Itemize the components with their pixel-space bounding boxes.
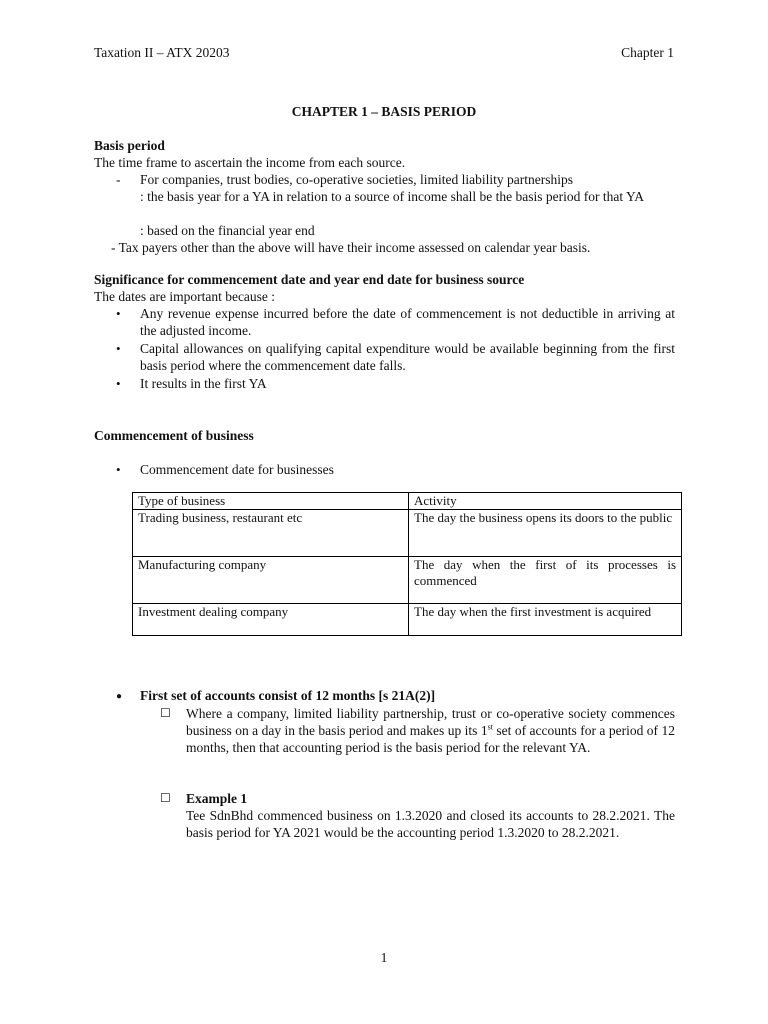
bullet-icon: • bbox=[116, 341, 121, 356]
basis-period-dash-item: For companies, trust bodies, co-operative societies, limited liability partnerships bbox=[140, 172, 574, 187]
page-number: 1 bbox=[380, 950, 388, 965]
table-row bbox=[133, 557, 682, 604]
bullet-icon: • bbox=[116, 306, 121, 321]
significance-bullet-1: Any revenue expense incurred before the date of commencement is not deductible in arriving at the adjusted income. bbox=[140, 306, 675, 338]
first-set-para-part1: Where a company, limited liability partnership, trust or co-operative society commences business on a day in the basis period and makes up its 1 bbox=[186, 706, 675, 738]
table-header-type: Type of business bbox=[133, 493, 409, 510]
basis-period-intro: The time frame to ascertain the income from each source. bbox=[94, 155, 406, 170]
header-course-title: Taxation II – ATX 20203 bbox=[94, 45, 230, 60]
checkbox-square-icon: ☐ bbox=[160, 791, 171, 805]
first-set-para-part2: set of accounts for a period of 12 months, then that accounting period is the basis period for the relevant YA. bbox=[186, 723, 675, 755]
first-set-paragraph bbox=[186, 705, 675, 756]
commencement-table bbox=[132, 492, 682, 636]
basis-period-sub2: : based on the financial year end bbox=[140, 223, 315, 238]
table-header-row bbox=[133, 493, 682, 510]
table-header-activity: Activity bbox=[409, 493, 682, 510]
basis-period-sub1: : the basis year for a YA in relation to a source of income shall be the basis period for that YA bbox=[140, 189, 644, 204]
commencement-bullet: Commencement date for businesses bbox=[140, 462, 334, 477]
table-cell-activity: The day when the first investment is acquired bbox=[409, 604, 682, 636]
ordinal-superscript: st bbox=[487, 722, 493, 732]
example-text: Tee SdnBhd commenced business on 1.3.2020 and closed its accounts to 28.2.2021. The basis period for YA 2021 would be the accounting period 1.3.2020 to 28.2.2021. bbox=[186, 808, 675, 840]
table-cell-activity: The day the business opens its doors to the public bbox=[409, 510, 682, 557]
significance-intro: The dates are important because : bbox=[94, 289, 276, 304]
page-title: CHAPTER 1 – BASIS PERIOD bbox=[291, 104, 477, 119]
table-cell-type: Trading business, restaurant etc bbox=[133, 510, 409, 557]
significance-bullet-2: Capital allowances on qualifying capital expenditure would be available beginning from the first basis period where the commencement date falls. bbox=[140, 341, 675, 373]
first-set-heading: First set of accounts consist of 12 months [s 21A(2)] bbox=[140, 688, 436, 703]
table-cell-type: Manufacturing company bbox=[133, 557, 409, 604]
table-row bbox=[133, 604, 682, 636]
commencement-heading: Commencement of business bbox=[94, 428, 254, 443]
basis-period-heading: Basis period bbox=[94, 138, 165, 153]
bullet-icon: • bbox=[116, 462, 121, 477]
bullet-icon: • bbox=[116, 376, 121, 391]
table-cell-type: Investment dealing company bbox=[133, 604, 409, 636]
significance-heading: Significance for commencement date and year end date for business source bbox=[94, 272, 525, 287]
checkbox-square-icon: ☐ bbox=[160, 706, 171, 720]
basis-period-dash-item2: - Tax payers other than the above will have their income assessed on calendar year basis. bbox=[111, 240, 591, 255]
dash-marker: - bbox=[116, 172, 121, 187]
table-cell-activity: The day when the first of its processes is commenced bbox=[409, 557, 682, 604]
significance-bullet-3: It results in the first YA bbox=[140, 376, 267, 391]
header-chapter-label: Chapter 1 bbox=[621, 45, 674, 60]
bullet-icon: ● bbox=[116, 691, 123, 702]
example-heading: Example 1 bbox=[186, 791, 248, 806]
table-row bbox=[133, 510, 682, 557]
